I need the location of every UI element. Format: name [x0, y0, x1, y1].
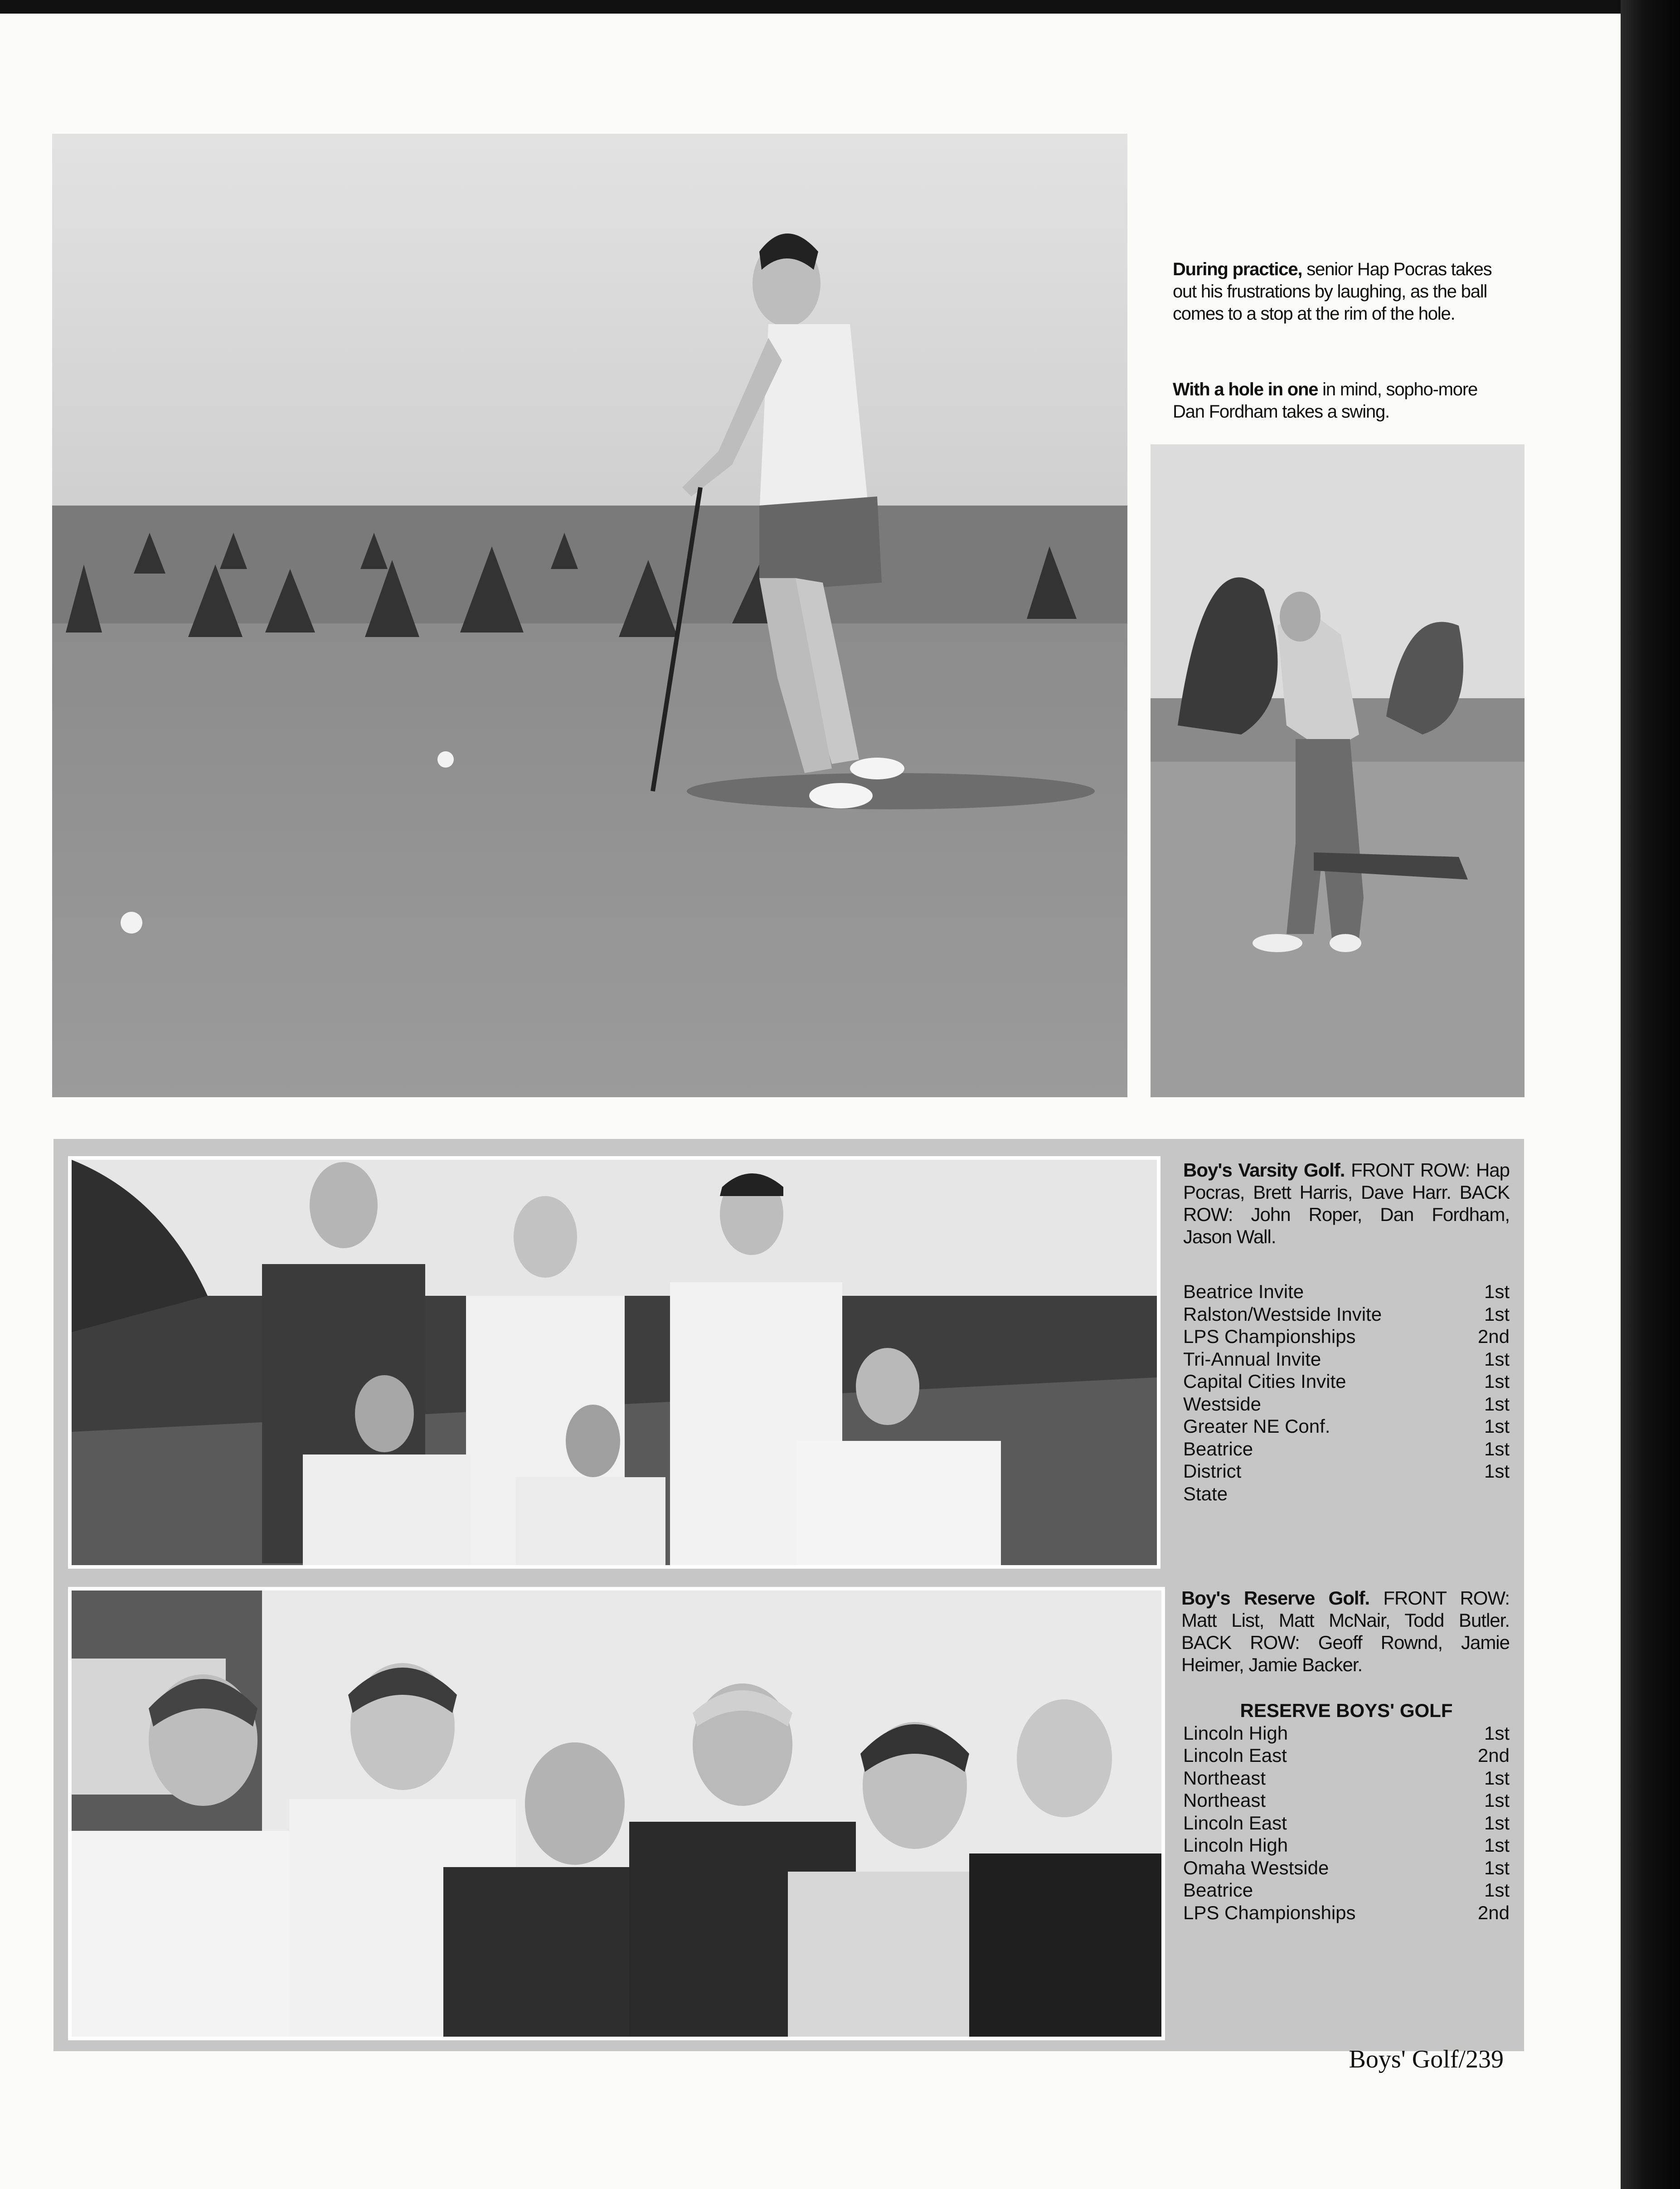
result-event: Beatrice Invite	[1183, 1281, 1304, 1302]
result-place: 2nd	[1477, 1326, 1510, 1347]
result-row	[1183, 1483, 1510, 1505]
result-row	[1183, 1415, 1510, 1438]
varsity-photo-frame	[68, 1156, 1160, 1569]
result-event: Lincoln East	[1183, 1745, 1287, 1766]
caption-practice-text: senior Hap Pocras takes out his frustrations by laughing, as the ball comes to a stop at the rim of the hole.	[1173, 259, 1492, 324]
result-event: Westside	[1183, 1393, 1261, 1415]
result-event: Greater NE Conf.	[1183, 1416, 1330, 1437]
result-place: 1st	[1484, 1722, 1510, 1744]
result-place: 1st	[1484, 1371, 1510, 1392]
caption-varsity	[1183, 1159, 1510, 1248]
caption-practice-lead: During practice,	[1173, 259, 1302, 279]
result-place: 1st	[1484, 1834, 1510, 1856]
result-event: Tri-Annual Invite	[1183, 1348, 1321, 1370]
result-event: Lincoln High	[1183, 1834, 1288, 1856]
result-place: 1st	[1484, 1790, 1510, 1811]
result-row	[1183, 1902, 1510, 1924]
result-row	[1183, 1280, 1510, 1303]
photo-dan-fordham-swinging	[1151, 444, 1525, 1097]
result-place: 1st	[1484, 1812, 1510, 1834]
caption-varsity-lead: Boy's Varsity Golf.	[1183, 1159, 1345, 1181]
varsity-results	[1183, 1280, 1510, 1505]
result-place: 1st	[1484, 1416, 1510, 1437]
result-row	[1183, 1370, 1510, 1393]
varsity-results-list	[1183, 1280, 1510, 1505]
result-event: Beatrice	[1183, 1438, 1253, 1459]
result-event: Lincoln High	[1183, 1722, 1288, 1744]
page-edge-shadow	[1621, 0, 1680, 2189]
result-event: State	[1183, 1483, 1228, 1504]
result-row	[1183, 1767, 1510, 1790]
result-place: 2nd	[1477, 1745, 1510, 1766]
result-event: LPS Championships	[1183, 1326, 1356, 1347]
result-event: Northeast	[1183, 1790, 1266, 1811]
reserve-results-list	[1183, 1722, 1510, 1924]
result-place: 1st	[1484, 1857, 1510, 1878]
result-event: Capital Cities Invite	[1183, 1371, 1346, 1392]
photo-reserve-team	[72, 1591, 1161, 2037]
result-place: 1st	[1484, 1393, 1510, 1415]
caption-swing	[1173, 379, 1501, 423]
result-row	[1183, 1393, 1510, 1416]
result-event: Omaha Westside	[1183, 1857, 1329, 1878]
result-place: 1st	[1484, 1281, 1510, 1302]
result-row	[1183, 1722, 1510, 1745]
result-row	[1183, 1303, 1510, 1326]
caption-practice	[1173, 258, 1501, 325]
result-row	[1183, 1857, 1510, 1879]
result-row	[1183, 1879, 1510, 1902]
result-event: Lincoln East	[1183, 1812, 1287, 1834]
result-row	[1183, 1460, 1510, 1483]
result-row	[1183, 1834, 1510, 1857]
caption-swing-lead: With a hole in one	[1173, 379, 1318, 399]
result-row	[1183, 1348, 1510, 1371]
result-place: 1st	[1484, 1348, 1510, 1370]
result-place: 1st	[1484, 1303, 1510, 1325]
yearbook-page	[0, 14, 1621, 2189]
caption-swing-text: in mind, sopho-more Dan Fordham takes a swing.	[1173, 379, 1477, 422]
caption-reserve-text: FRONT ROW: Matt List, Matt McNair, Todd Butler. BACK ROW: Geoff Rownd, Jamie Heimer, Jamie Backer.	[1181, 1587, 1510, 1675]
result-row	[1183, 1325, 1510, 1348]
caption-reserve	[1181, 1587, 1510, 1676]
result-place: 1st	[1484, 1460, 1510, 1482]
reserve-photo-frame	[68, 1587, 1165, 2040]
photo-hap-pocras-putting	[52, 134, 1127, 1097]
photo-varsity-team	[72, 1160, 1157, 1565]
page-folio: Boys' Golf/239	[1349, 2045, 1504, 2073]
caption-reserve-lead: Boy's Reserve Golf.	[1181, 1587, 1370, 1609]
result-event: Ralston/Westside Invite	[1183, 1303, 1382, 1325]
result-row	[1183, 1744, 1510, 1767]
result-place: 1st	[1484, 1438, 1510, 1459]
reserve-results-heading: RESERVE BOYS' GOLF	[1240, 1700, 1453, 1721]
caption-varsity-text: FRONT ROW: Hap Pocras, Brett Harris, Dave Harr. BACK ROW: John Roper, Dan Fordham, Jason Wall.	[1183, 1159, 1510, 1247]
result-place: 1st	[1484, 1879, 1510, 1901]
result-place: 2nd	[1477, 1902, 1510, 1923]
result-event: Beatrice	[1183, 1879, 1253, 1901]
result-event: District	[1183, 1460, 1242, 1482]
result-row	[1183, 1789, 1510, 1812]
result-row	[1183, 1438, 1510, 1460]
result-event: Northeast	[1183, 1767, 1266, 1789]
reserve-results	[1183, 1699, 1510, 1924]
result-event: LPS Championships	[1183, 1902, 1356, 1923]
result-place: 1st	[1484, 1767, 1510, 1789]
result-row	[1183, 1812, 1510, 1834]
